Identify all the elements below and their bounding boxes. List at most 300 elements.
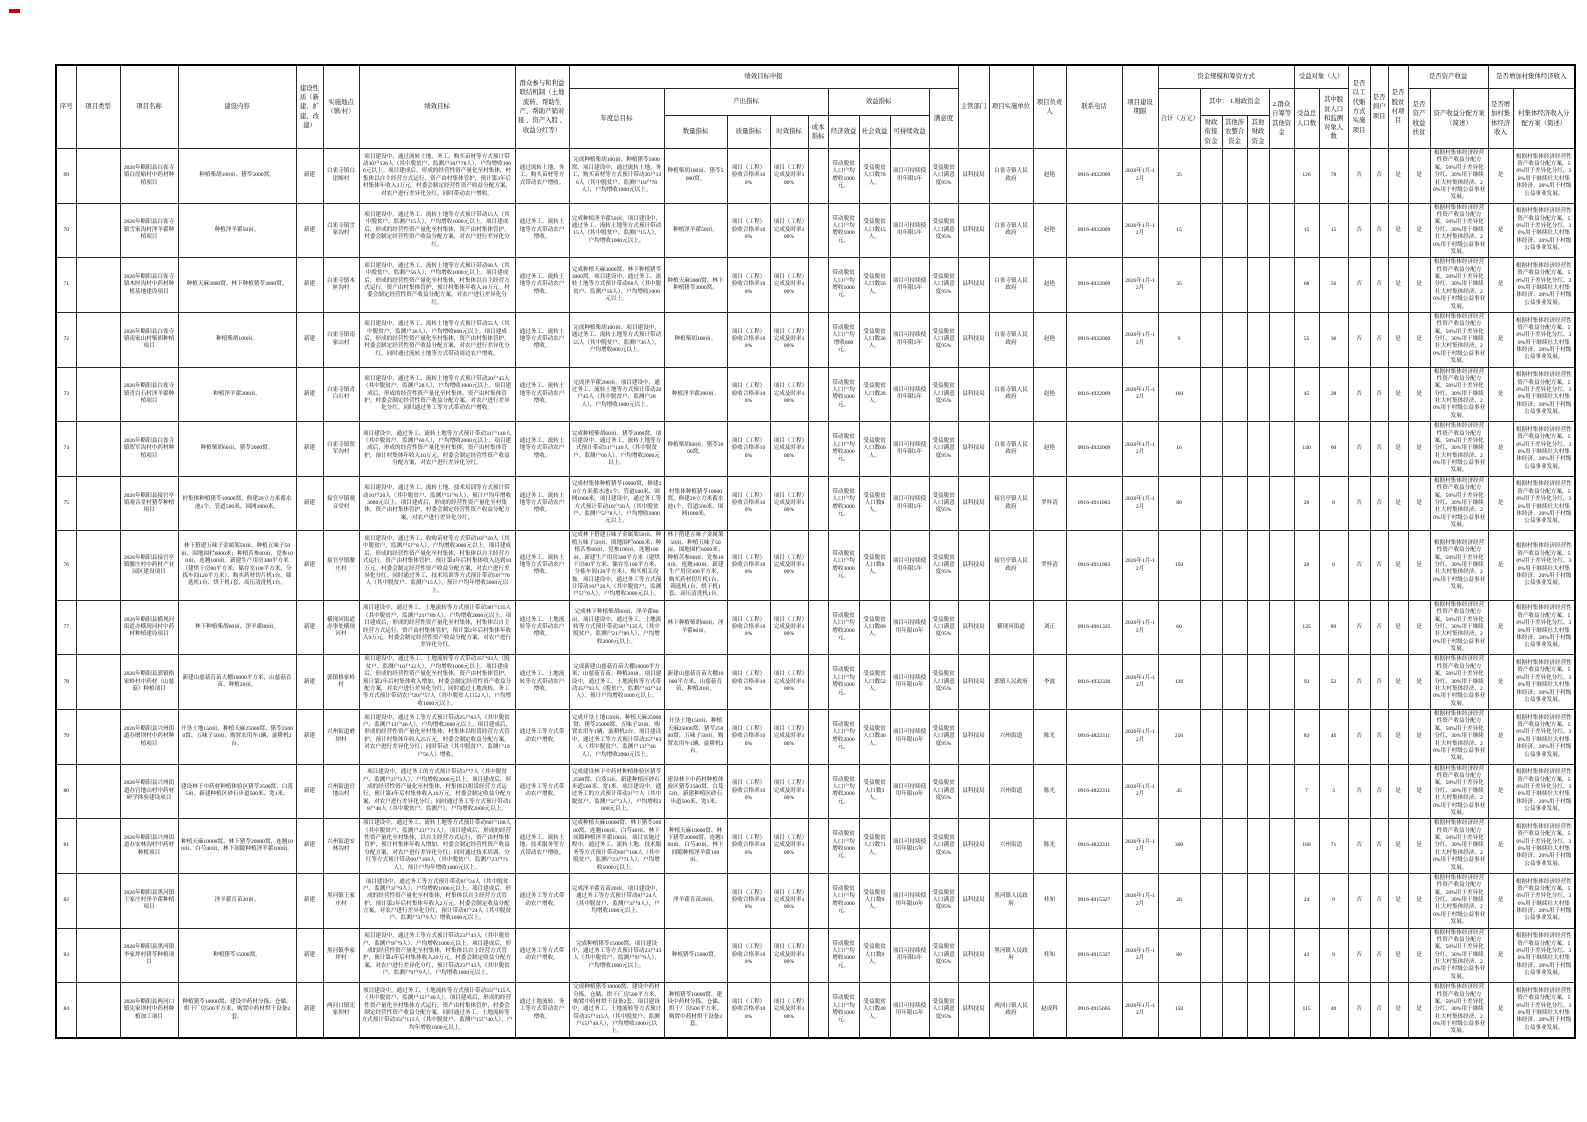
cell-self-raised — [1269, 149, 1294, 204]
cell-sustainable: 项目可持续使用年限10年 — [890, 873, 929, 928]
cell-leader: 陈光 — [1033, 710, 1066, 765]
cell-period: 2026年1月-12月 — [1122, 367, 1158, 422]
cell-content: 种植柴胡60亩、猪苓2000窝。 — [178, 422, 296, 477]
cell-leader: 赵艳 — [1033, 367, 1066, 422]
cell-asset-income-flag: 是 — [1408, 258, 1430, 313]
col-leader-header: 项目负责人 — [1033, 65, 1066, 149]
col-satisfaction-header: 满意度 — [929, 89, 958, 149]
cell-social: 受益脱贫人口数40人。 — [859, 983, 890, 1038]
cell-asset-plan: 根据村集体经济经营性资产收益分配方案，50%用于差异化分红、30%用于继续壮大村集体经济、20%用于村级公益事业发展。 — [1430, 203, 1488, 258]
cell-timeliness: 项目（工程）完成及时率100% — [770, 873, 808, 928]
cell-unit: 兴州街道 — [989, 710, 1033, 765]
cell-dept: 县科技局 — [958, 312, 989, 367]
cell-economic: 带动脱贫人口户均增收1000元。 — [828, 819, 859, 874]
cell-participation: 通过务工、流转土地等方式带动农户增收。 — [515, 203, 569, 258]
cell-other-fiscal — [1247, 600, 1269, 655]
cell-labor-relief: 否 — [1348, 476, 1370, 531]
cell-cost — [808, 600, 828, 655]
cell-self-raised — [1269, 203, 1294, 258]
cell-name: 2026年略阳县兴州街道办官地山村中药材研学体验建设项目 — [120, 764, 178, 819]
cell-other-fiscal — [1247, 764, 1269, 819]
cell-poor-village: 是 — [1388, 928, 1408, 983]
annotation-mark — [9, 9, 20, 13]
cell-seq: 80 — [56, 764, 76, 819]
cell-fiscal-cohesion — [1200, 873, 1222, 928]
cell-beneficiary-total: 115 — [1294, 983, 1319, 1038]
cell-participation: 通过务工、流转土地等方式带动农户增收。 — [515, 367, 569, 422]
col-fiscal-cohesion-header: 财政衔接资金 — [1200, 116, 1222, 149]
cell-quantity: 种植柴胡100亩。 — [664, 312, 727, 367]
col-participation-header: 群众参与和利益联结机制（土地流转、帮助生产、帮助产销对接 、资产入股 、收益分红等） — [515, 65, 569, 149]
cell-agri-integration — [1222, 531, 1247, 600]
cell-dept: 县科技局 — [958, 258, 989, 313]
cell-quantity: 建设林下中药材种植体验区猪苓2500窝、白芨5亩。新建种植区砂石步道500米、宽1米。 — [664, 764, 727, 819]
cell-fiscal-cohesion — [1200, 422, 1222, 477]
col-village-plan-header: 村集体经济收入分配方案（简述） — [1513, 89, 1575, 149]
cell-fiscal-cohesion — [1200, 983, 1222, 1038]
cell-beneficiary-total: 126 — [1294, 149, 1319, 204]
cell-period: 2026年1月-12月 — [1122, 531, 1158, 600]
cell-dept: 县科技局 — [958, 873, 989, 928]
cell-asset-income-flag: 是 — [1408, 873, 1430, 928]
cell-village-income-flag: 是 — [1488, 873, 1513, 928]
cell-type — [76, 655, 120, 710]
cell-goal: 项目建设中，通过务工等方式预计带动23户43人（其中脱贫户、监测户9户9人），户均增收1000元以上。项目建成后，形成的经营性资产量化至村集体，村集体以自主经营方式管护，预计第4年后村集体收入20万元。村委会制定收益分配方案，对农户进行差异化分红，预计带动23户43人（其中脱贫户、监测户9户9人），户均增收1000元以上。 — [359, 928, 515, 983]
cell-village-plan: 根据村集体经济经营性资产收益分配方案，50%用于差异化分红、30%用于继续壮大村集体经济、20%用于村级公益事业发展。 — [1513, 764, 1575, 819]
cell-name: 2026年略阳县郭镇格家岭村中药材（山慈菇）种植项目 — [120, 655, 178, 710]
cell-seq: 84 — [56, 983, 76, 1038]
cell-annual-goal: 完成种植柴胡100亩。项目建设中，通过务工、流转土地等方式预计带动55人（其中脱贫户、监测户36人），户均增收800元以上。 — [569, 312, 664, 367]
cell-quantity: 种植猪苓15000窝。 — [664, 928, 727, 983]
cell-village-income-flag: 是 — [1488, 258, 1513, 313]
cell-quality: 项目（工程）验收合格率100% — [727, 873, 770, 928]
col-period-header: 项目建设期限 — [1122, 65, 1158, 149]
cell-unit: 白雀寺镇人民政府 — [989, 203, 1033, 258]
cell-dept: 县科技局 — [958, 764, 989, 819]
cell-village-plan: 根据村集体经济经营性资产收益分配方案，50%用于差异化分红、30%用于继续壮大村集体经济、20%用于村级公益事业发展。 — [1513, 203, 1575, 258]
cell-unit: 横现河街道 — [989, 600, 1033, 655]
col-name-header: 项目名称 — [120, 65, 178, 149]
cell-asset-plan: 根据村集体经济经营性资产收益分配方案，50%用于差异化分红、30%用于继续壮大村集体经济、20%用于村级公益事业发展。 — [1430, 873, 1488, 928]
cell-poor-village: 是 — [1388, 710, 1408, 765]
col-annual-goal-header: 年度总目标 — [569, 89, 664, 149]
cell-agri-integration — [1222, 476, 1247, 531]
table-row — [56, 367, 1575, 422]
cell-village-income-flag: 是 — [1488, 710, 1513, 765]
cell-cost — [808, 983, 828, 1038]
cell-beneficiary-poor: 46 — [1319, 710, 1348, 765]
cell-total: 35 — [1158, 149, 1200, 204]
cell-total: 60 — [1158, 600, 1200, 655]
cell-participation: 通过务工等方式带动农户增收。 — [515, 873, 569, 928]
cell-self-raised — [1269, 531, 1294, 600]
col-goal-header: 绩效目标 — [359, 65, 515, 149]
cell-timeliness: 项目（工程）完成及时率100% — [770, 983, 808, 1038]
cell-satisfaction: 受益脱贫人口满意度95% — [929, 655, 958, 710]
cell-to-household: 否 — [1370, 873, 1388, 928]
cell-asset-income-flag: 是 — [1408, 367, 1430, 422]
cell-sustainable: 项目可持续使用年限10年 — [890, 764, 929, 819]
cell-quantity: 种植柴胡100亩、猪苓5000窝。 — [664, 149, 727, 204]
cell-asset-plan: 根据村集体经济经营性资产收益分配方案，50%用于差异化分红、30%用于继续壮大村集体经济、20%用于村级公益事业发展。 — [1430, 312, 1488, 367]
cell-economic: 带动脱贫人口户均增收1000元。 — [828, 149, 859, 204]
table-row — [56, 819, 1575, 874]
cell-type — [76, 258, 120, 313]
cell-satisfaction: 受益脱贫人口满意度95% — [929, 312, 958, 367]
cell-type — [76, 819, 120, 874]
cell-name: 2026年略阳县兴州街道办磨坝村中药材种植项目 — [120, 710, 178, 765]
cell-other-fiscal — [1247, 819, 1269, 874]
cell-to-household: 否 — [1370, 367, 1388, 422]
cell-quality: 项目（工程）验收合格率100% — [727, 655, 770, 710]
cell-participation: 通过务工等方式带动农户增收。 — [515, 928, 569, 983]
cell-social: 受益脱贫人口数15人。 — [859, 203, 890, 258]
project-table — [55, 64, 1576, 1039]
cell-period: 2026年1月-12月 — [1122, 422, 1158, 477]
cell-beneficiary-total: 68 — [1294, 258, 1319, 313]
cell-economic: 带动脱贫人口户均增收1000元。 — [828, 983, 859, 1038]
cell-self-raised — [1269, 600, 1294, 655]
cell-dept: 县科技局 — [958, 149, 989, 204]
cell-asset-plan: 根据村集体经济经营性资产收益分配方案，50%用于差异化分红、30%用于继续壮大村集体经济、20%用于村级公益事业发展。 — [1430, 764, 1488, 819]
table-row — [56, 710, 1575, 765]
cell-agri-integration — [1222, 600, 1247, 655]
cell-location: 接官亭镇腰庄村 — [323, 531, 359, 600]
cell-total: 80 — [1158, 928, 1200, 983]
cell-leader: 罗怀清 — [1033, 531, 1066, 600]
group-village-income: 是否增加村集体经济收入 — [1488, 65, 1575, 89]
cell-nature: 新建 — [296, 312, 323, 367]
group-funds: 资金规模和筹资方式 — [1158, 65, 1294, 89]
cell-fiscal-cohesion — [1200, 149, 1222, 204]
group-fiscal-funds: 其中： 1.财政资金 — [1200, 89, 1269, 116]
cell-asset-plan: 根据村集体经济经营性资产收益分配方案，50%用于差异化分红、30%用于继续壮大村集体经济、20%用于村级公益事业发展。 — [1430, 819, 1488, 874]
cell-self-raised — [1269, 476, 1294, 531]
cell-annual-goal: 完成村集体种植猪苓10000窝，修建20立方米蓄水池1个、管道500米、围网1000米。项目建设中，通过务工等方式预计带动10户20人（其中脱贫户、监测户5户8人），户均增收3000元以上。 — [569, 476, 664, 531]
cell-agri-integration — [1222, 873, 1247, 928]
cell-content: 建设林下中药材种植体验区猪苓2500窝、白芨5亩。新建种植区砂石步道500米、宽1米。 — [178, 764, 296, 819]
cell-quantity: 种植猪苓10000窝、建设中药材分拣、仓储、烘干厂房500平方米，购置中药材烘干设备2套。 — [664, 983, 727, 1038]
group-benefit-indicators: 效益指标 — [828, 89, 929, 116]
cell-quantity: 种植淫羊藿200亩。 — [664, 367, 727, 422]
cell-total: 35 — [1158, 258, 1200, 313]
cell-phone: 0916-4922009 — [1066, 258, 1122, 313]
cell-content: 种植猪苓10000窝、建设中药材分拣、仓储、烘干厂房500平方米，购置中药材烘干设备2套。 — [178, 983, 296, 1038]
cell-phone: 0916-4915327 — [1066, 873, 1122, 928]
cell-location: 白雀寺镇南家山村 — [323, 312, 359, 367]
cell-participation: 通过土地流转、务工等方式带动农户增收。 — [515, 983, 569, 1038]
cell-village-plan: 根据村集体经济经营性资产收益分配方案，50%用于差异化分红、30%用于继续壮大村集体经济、20%用于村级公益事业发展。 — [1513, 819, 1575, 874]
cell-sustainable: 项目可持续使用年限5年 — [890, 422, 929, 477]
cell-agri-integration — [1222, 819, 1247, 874]
cell-participation: 通过务工等方式带动农户增收。 — [515, 710, 569, 765]
cell-social: 受益脱贫人口数78人。 — [859, 149, 890, 204]
cell-name: 2026年略阳县接官亭镇观音堂村猪苓种植项目 — [120, 476, 178, 531]
cell-village-income-flag: 是 — [1488, 655, 1513, 710]
cell-labor-relief: 否 — [1348, 928, 1370, 983]
cell-name: 2026年略阳县白雀寺镇贺军沟村中药材种植项目 — [120, 422, 178, 477]
cell-leader: 陈光 — [1033, 819, 1066, 874]
table-row — [56, 149, 1575, 204]
cell-economic: 带动脱贫人口户均增收1000元。 — [828, 655, 859, 710]
cell-goal: 项目建设中，通过务工、土地流转等方式预计带动35户115人（其中脱贫户、监测户15户40人）。项目建成后，形成的经营性资产量化至村集体方式运行，资产由村集体管护，村委会制定经营性资产收益分配方案。同时通过务工、土地流转等方式预计带动35户115人（其中脱贫户、监测户15户40人），户均年增收1000元以上。 — [359, 983, 515, 1038]
table-row — [56, 422, 1575, 477]
cell-unit: 兴州街道 — [989, 764, 1033, 819]
cell-social: 受益脱贫人口数8人。 — [859, 531, 890, 600]
cell-nature: 新建 — [296, 367, 323, 422]
cell-seq: 79 — [56, 710, 76, 765]
cell-labor-relief: 否 — [1348, 764, 1370, 819]
col-social-header: 社会效益 — [859, 116, 890, 149]
cell-location: 兴州街道磨坝村 — [323, 710, 359, 765]
cell-seq: 77 — [56, 600, 76, 655]
cell-dept: 县科技局 — [958, 710, 989, 765]
cell-leader: 赵成科 — [1033, 983, 1066, 1038]
cell-beneficiary-total: 20 — [1294, 531, 1319, 600]
cell-quantity: 林下种植柴胡60亩、淫羊藿80亩。 — [664, 600, 727, 655]
cell-beneficiary-poor: 89 — [1319, 600, 1348, 655]
cell-labor-relief: 否 — [1348, 655, 1370, 710]
cell-unit: 白雀寺镇人民政府 — [989, 258, 1033, 313]
cell-quantity: 林下搭建五味子金属架50亩、种植五味子50亩、围地围栏6000米；种植苦参60亩、党参100亩、连翘100亩。新建生产用房300平方米、购买药材切片机1台、筛选机1台、烘干机1套、高压清洗机1台。 — [664, 531, 727, 600]
cell-village-plan: 根据村集体经济经营性资产收益分配方案，50%用于差异化分红、30%用于继续壮大村集体经济、20%用于村级公益事业发展。 — [1513, 600, 1575, 655]
cell-goal: 项目建设中，通过务工、流转土地、技术培训等方式预计带动10户20人（其中脱贫户、监测户5户8人），预计户均年增收3000元以上。项目建成后，形成的经营性资产量化至村集体，资产由村集体管护，村委会制定经营性资产收益分配方案，对农户进行差异化分红。 — [359, 476, 515, 531]
cell-village-income-flag: 是 — [1488, 476, 1513, 531]
cell-beneficiary-poor: 8 — [1319, 476, 1348, 531]
cell-unit: 白雀寺镇人民政府 — [989, 367, 1033, 422]
cell-labor-relief: 否 — [1348, 710, 1370, 765]
cell-goal: 项目建设中，通过务工等方式预计带动25户83人（其中脱贫户、监测户13户46人），户均增收2000元以上。项目建成后，形成的经营性资产量化至村集体，村集体以租赁经营方式管护，预计村集体年收入25万元。村委会制定收益分配方案，对农户进行差异化分红；同时带动（其中脱贫户、监测户19户56人）增收。 — [359, 710, 515, 765]
cell-leader: 赵艳 — [1033, 203, 1066, 258]
cell-type — [76, 873, 120, 928]
cell-goal: 项目建设中，通过务工、土地流转等方式带动35户93人（脱贫户、监测户10户32人），户均增收1000元以上。项目建成后，形成的经营性资产量化至村集体，资产由村集体管护，预计第2年后村集体收入增加。村委会制定经营性资产收益分配方案，对农户进行差异化分红。同时通过土地流转、务工等方式预计带动农户20户57人（其中脱贫人口52人），户均增收1000元以上。 — [359, 655, 515, 710]
cell-economic: 带动脱贫人口户均增收1000元。 — [828, 928, 859, 983]
cell-type — [76, 476, 120, 531]
cell-social: 受益脱贫人口数46人。 — [859, 710, 890, 765]
cell-period: 2026年1月-12月 — [1122, 655, 1158, 710]
cell-poor-village: 是 — [1388, 983, 1408, 1038]
cell-annual-goal: 完成种植淫羊藿50亩。项目建设中，通过务工、流转土地等方式预计带动15人（其中脱贫户、监测户15人），户均增收1000元以上。 — [569, 203, 664, 258]
cell-phone: 0916-4961325 — [1066, 600, 1122, 655]
cell-leader: 桂知 — [1033, 928, 1066, 983]
cell-content: 林下搭建五味子金属架50亩、种植五味子50亩、围地围栏6000米；种植苦参60亩、党参100亩、连翘100亩。新建生产用房300平方米（建烘干房80平方米、储存室100平方米、分拣车间120平方米）、购买药材切片机1台、筛选机1台、烘干机1套、高压清洗机1台。 — [178, 531, 296, 600]
cell-period: 2026年1月-12月 — [1122, 312, 1158, 367]
cell-village-income-flag: 是 — [1488, 312, 1513, 367]
cell-agri-integration — [1222, 312, 1247, 367]
cell-type — [76, 203, 120, 258]
cell-village-plan: 根据村集体经济经营性资产收益分配方案，50%用于差异化分红、30%用于继续壮大村集体经济、20%用于村级公益事业发展。 — [1513, 928, 1575, 983]
cell-agri-integration — [1222, 203, 1247, 258]
col-location-header: 实施地点（镇/村） — [323, 65, 359, 149]
cell-goal: 项目建设中，通过务工、流转土地等方式预计带动20户45人（其中脱贫户、监测户28人），户均增收1000元以上。项目建成后，形成的经营性资产量化至村集体，资产由村集体管护，村委会制定经营性资产收益分配方案，对农户进行差异化分红。同时通过务工等方式带动农户增收。 — [359, 367, 515, 422]
cell-other-fiscal — [1247, 312, 1269, 367]
cell-to-household: 否 — [1370, 764, 1388, 819]
cell-self-raised — [1269, 983, 1294, 1038]
cell-quantity: 种植天麻10000窝、林下猪苓20000窝、连翘100亩、白芍40亩、林下间隙种植淫羊藿100亩。 — [664, 819, 727, 874]
cell-beneficiary-total: 83 — [1294, 710, 1319, 765]
cell-fiscal-cohesion — [1200, 367, 1222, 422]
col-agri-integration-header: 其他涉农整合资金 — [1222, 116, 1247, 149]
cell-nature: 新建 — [296, 422, 323, 477]
cell-content: 种植天麻10000窝、林下猪苓20000窝、连翘100亩、白芍40亩，林下间隙种植淫羊藿100亩。 — [178, 819, 296, 874]
cell-annual-goal: 完成种植天麻10000窝、林下猪苓20000窝、连翘100亩、白芍40亩、林下间隙种植淫羊藿100亩。项目实施过程中，通过务工、流转土地、技术服务等方式预计带动60户168人（其中脱贫户、监测户23户71人），户均增收1000元以上。 — [569, 819, 664, 874]
cell-cost — [808, 476, 828, 531]
cell-nature: 新建 — [296, 710, 323, 765]
cell-name: 2026年略阳县白雀寺镇木匣沟村中药材种植基地建设项目 — [120, 258, 178, 313]
cell-participation: 通过流转土地、务工、购买苗材等方式带动农户增收。 — [515, 149, 569, 204]
cell-seq: 83 — [56, 928, 76, 983]
cell-sustainable: 项目可持续使用年限5年 — [890, 928, 929, 983]
cell-quantity: 种植天麻3000窝、林下种植猪苓3000窝。 — [664, 258, 727, 313]
cell-total: 9 — [1158, 312, 1200, 367]
cell-social: 受益脱贫人口数52人。 — [859, 655, 890, 710]
col-labor-relief-header: 是否以工代赈方式实施项目 — [1348, 65, 1370, 149]
cell-phone: 0916-4822311 — [1066, 764, 1122, 819]
cell-poor-village: 是 — [1388, 422, 1408, 477]
cell-village-plan: 根据村集体经济经营性资产收益分配方案，50%用于差异化分红、30%用于继续壮大村集体经济、20%用于村级公益事业发展。 — [1513, 531, 1575, 600]
cell-economic: 带动脱贫人口户均增收2000元。 — [828, 764, 859, 819]
cell-nature: 新建 — [296, 531, 323, 600]
cell-labor-relief: 否 — [1348, 203, 1370, 258]
cell-village-plan: 根据村集体经济经营性资产收益分配方案，50%用于差异化分红、30%用于继续壮大村集体经济、20%用于村级公益事业发展。 — [1513, 710, 1575, 765]
cell-village-income-flag: 是 — [1488, 928, 1513, 983]
cell-timeliness: 项目（工程）完成及时率100% — [770, 655, 808, 710]
cell-cost — [808, 149, 828, 204]
cell-location: 两河口镇宪家坝村 — [323, 983, 359, 1038]
cell-social: 受益脱贫人口数89人。 — [859, 600, 890, 655]
cell-economic: 带动脱贫人口户均增收1000元。 — [828, 873, 859, 928]
cell-asset-plan: 根据村集体经济经营性资产收益分配方案，50%用于差异化分红、30%用于继续壮大村集体经济、20%用于村级公益事业发展。 — [1430, 531, 1488, 600]
cell-beneficiary-total: 93 — [1294, 655, 1319, 710]
cell-fiscal-cohesion — [1200, 928, 1222, 983]
cell-dept: 县科技局 — [958, 928, 989, 983]
cell-dept: 县科技局 — [958, 476, 989, 531]
col-beneficiary-total-header: 受益总人口数 — [1294, 89, 1319, 149]
cell-beneficiary-total: 45 — [1294, 367, 1319, 422]
cell-seq: 73 — [56, 367, 76, 422]
col-seq-header: 序号 — [56, 65, 76, 149]
col-phone-header: 联系电话 — [1066, 65, 1122, 149]
cell-content: 新建山慈菇育苗大棚10000平方米，山慈菇育苗、种植20亩。 — [178, 655, 296, 710]
cell-self-raised — [1269, 258, 1294, 313]
cell-fiscal-cohesion — [1200, 655, 1222, 710]
col-asset-income-flag-header: 是否资产收益扶贫 — [1408, 89, 1430, 149]
cell-beneficiary-total: 15 — [1294, 203, 1319, 258]
cell-total: 45 — [1158, 764, 1200, 819]
cell-phone: 0916-4922009 — [1066, 367, 1122, 422]
cell-cost — [808, 764, 828, 819]
cell-annual-goal: 完成种植猪苓15000窝。项目建设中，通过务工等方式预计带动23户43人（其中脱贫户、监测户9户9人），户均增收1000元以上。 — [569, 928, 664, 983]
cell-to-household: 否 — [1370, 710, 1388, 765]
cell-beneficiary-poor: 9 — [1319, 928, 1348, 983]
cell-other-fiscal — [1247, 203, 1269, 258]
cell-total: 160 — [1158, 367, 1200, 422]
col-unit-header: 项目实施单位 — [989, 65, 1033, 149]
cell-quality: 项目（工程）验收合格率100% — [727, 149, 770, 204]
cell-agri-integration — [1222, 710, 1247, 765]
cell-sustainable: 项目可持续使用年限15年 — [890, 819, 929, 874]
cell-self-raised — [1269, 764, 1294, 819]
cell-other-fiscal — [1247, 928, 1269, 983]
cell-beneficiary-total: 135 — [1294, 600, 1319, 655]
cell-quantity: 新建山慈菇育苗大棚10000平方米、山慈菇育苗、种植20亩。 — [664, 655, 727, 710]
cell-poor-village: 是 — [1388, 819, 1408, 874]
cell-cost — [808, 873, 828, 928]
cell-village-income-flag: 是 — [1488, 149, 1513, 204]
cell-period: 2026年1月-12月 — [1122, 600, 1158, 655]
cell-to-household: 否 — [1370, 422, 1388, 477]
cell-social: 受益脱贫人口数56人。 — [859, 258, 890, 313]
cell-timeliness: 项目（工程）完成及时率100% — [770, 367, 808, 422]
cell-location: 白雀寺镇贺军沟村 — [323, 422, 359, 477]
cell-beneficiary-poor: 52 — [1319, 655, 1348, 710]
cell-village-income-flag: 是 — [1488, 600, 1513, 655]
cell-seq: 70 — [56, 203, 76, 258]
cell-annual-goal: 完成淫羊藿育苗20亩。项目建设中，通过务工等方式预计带动8户24人（其中脱贫户、监测户3户9人），户均增收1000元以上。 — [569, 873, 664, 928]
cell-quality: 项目（工程）验收合格率100% — [727, 258, 770, 313]
table-row — [56, 600, 1575, 655]
col-economic-header: 经济效益 — [828, 116, 859, 149]
cell-type — [76, 710, 120, 765]
cell-social: 受益脱贫人口数28人。 — [859, 367, 890, 422]
cell-beneficiary-poor: 8 — [1319, 531, 1348, 600]
cell-unit: 白雀寺镇人民政府 — [989, 312, 1033, 367]
cell-content: 种植淫羊藿50亩。 — [178, 203, 296, 258]
cell-quantity: 种植淫羊藿50亩。 — [664, 203, 727, 258]
cell-poor-village: 是 — [1388, 476, 1408, 531]
cell-cost — [808, 710, 828, 765]
cell-to-household: 否 — [1370, 819, 1388, 874]
cell-annual-goal: 完成建设林下中药材种植体验区猪苓2500窝、白芨5亩、新建种植区砂石步道500米、宽1米。项目建设中，通过务工的方式预计带动3户7人（其中脱贫户、监测户2户3人），户均增收2000元以上。 — [569, 764, 664, 819]
cell-phone: 0916-4922009 — [1066, 203, 1122, 258]
cell-phone: 0916-4822311 — [1066, 710, 1122, 765]
cell-labor-relief: 否 — [1348, 422, 1370, 477]
cell-timeliness: 项目（工程）完成及时率100% — [770, 203, 808, 258]
table-row — [56, 928, 1575, 983]
cell-location: 接官亭镇观音堂村 — [323, 476, 359, 531]
cell-village-income-flag: 是 — [1488, 367, 1513, 422]
cell-poor-village: 是 — [1388, 367, 1408, 422]
cell-sustainable: 项目可持续使用年限5年 — [890, 312, 929, 367]
cell-labor-relief: 否 — [1348, 312, 1370, 367]
cell-type — [76, 764, 120, 819]
cell-quality: 项目（工程）验收合格率100% — [727, 710, 770, 765]
cell-satisfaction: 受益脱贫人口满意度95% — [929, 600, 958, 655]
cell-phone: 0916-4911003 — [1066, 476, 1122, 531]
cell-beneficiary-poor: 78 — [1319, 149, 1348, 204]
cell-total: 250 — [1158, 710, 1200, 765]
cell-leader: 罗怀清 — [1033, 476, 1066, 531]
cell-goal: 项目建设中，通过务工等方式预计带动8户24人（其中脱贫户、监测户3户9人），户均增收1000元以上。项目建成后，形成的经营性资产量化至村集体，村集体以自主经营方式管护，预计第2年后村集体年收入2万元。村委会制定收益分配方案，对农户进行差异化分红，预计带动8户24人（其中脱贫户、监测户3户9人）增收1000元以上。 — [359, 873, 515, 928]
cell-leader: 桂知 — [1033, 873, 1066, 928]
cell-fiscal-cohesion — [1200, 476, 1222, 531]
cell-to-household: 否 — [1370, 983, 1388, 1038]
cell-content: 开垦土地150亩，种植天麻25000窝、猪苓25000窝、五味子50亩，购置农用车1辆、旋耕机2台。 — [178, 710, 296, 765]
table-row — [56, 312, 1575, 367]
cell-labor-relief: 否 — [1348, 600, 1370, 655]
cell-location: 白雀寺镇木匣沟村 — [323, 258, 359, 313]
cell-self-raised — [1269, 819, 1294, 874]
cell-fiscal-cohesion — [1200, 258, 1222, 313]
cell-goal: 项目建设中，通过流转土地、务工、购买苗材等方式预计带动30户126人（其中脱贫户、监测户18户78人），户均增收1000元以上。项目建成后，形成的经营性资产量化至村集体，村集体以自主经营方式运行，资产由村集体管护，预计第3年后村集体年收入3万元。村委会制定经营性资产收益分配方案，对农户进行差异化分红，同时带动农户增收。 — [359, 149, 515, 204]
cell-participation: 通过务工、流转土地等方式带动农户增收。 — [515, 422, 569, 477]
cell-leader: 刘正 — [1033, 600, 1066, 655]
cell-self-raised — [1269, 367, 1294, 422]
cell-phone: 0916-4932330 — [1066, 655, 1122, 710]
cell-satisfaction: 受益脱贫人口满意度95% — [929, 873, 958, 928]
cell-timeliness: 项目（工程）完成及时率100% — [770, 476, 808, 531]
cell-to-household: 否 — [1370, 531, 1388, 600]
